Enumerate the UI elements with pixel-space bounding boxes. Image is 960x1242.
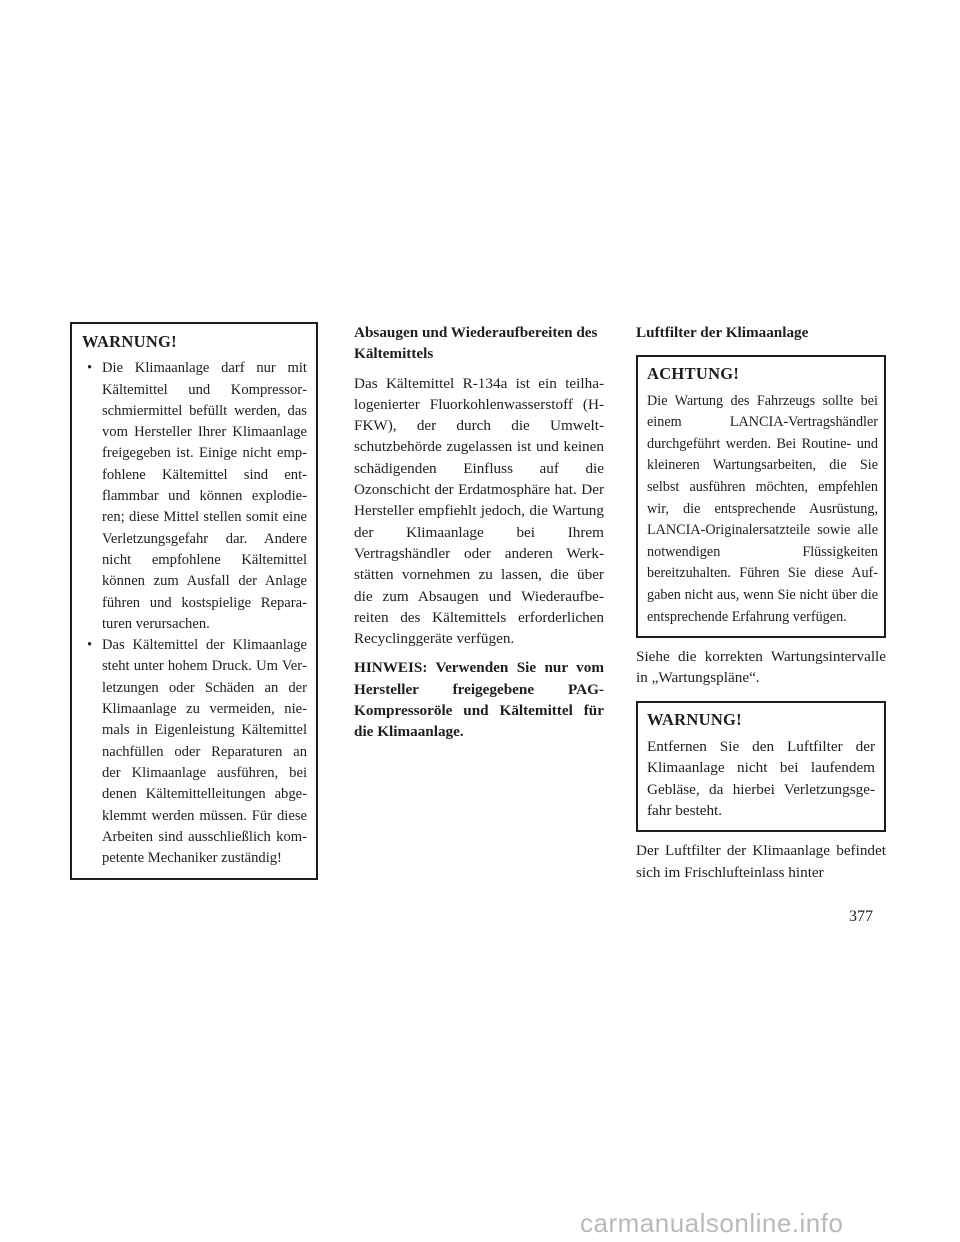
air-filter-location-paragraph: Der Luftfilter der Klimaanlage befindet sich im Frischlufteinlass hinter xyxy=(636,842,886,881)
warning-title: WARNUNG! xyxy=(647,709,742,729)
right-column xyxy=(636,322,886,883)
warning-box-refrigerant xyxy=(70,322,318,880)
section-heading-air-filter: Luftfilter der Klimaanlage xyxy=(636,324,809,341)
left-column xyxy=(70,322,318,880)
section-heading-refrigerant-recovery: Absaugen und Wiederaufbereiten des Kältemittels xyxy=(354,324,598,363)
page-number: 377 xyxy=(849,908,873,925)
warning-bullet-text: Das Kältemittel der Klimaanlage steht unter hohem Druck. Um Verletzungen oder Schäden an der Klimaanlage zu vermeiden, niemals in Eigenleistung Kältemittel nachfüllen oder Reparaturen an der Klimaanlage ausführen, bei denen Kältemittelleitungen abgeklemmt werden müssen. Für diese Arbeiten sind ausschließlich kompetente Mechaniker zuständig! xyxy=(102,637,307,867)
bullet-icon: • xyxy=(87,637,93,654)
warning-list xyxy=(82,358,307,869)
refrigerant-paragraph: Das Kältemittel R-134a ist ein teilhalogenierter Fluorkohlenwasserstoff (H-FKW), der durch die Umweltschutzbehörde zugelassen ist und keinen schädigenden Einfluss auf die Ozonschicht der Erdatmosphäre hat. Der Hersteller empfiehlt jedoch, die Wartung der Klimaanlage bei Ihrem Vertragshändler oder anderen Werkstätten vornehmen zu lassen, die über die zum Absaugen und Wiederaufbereiten des Kältemittels erforderlichen Recyclinggeräte verfügen. xyxy=(354,374,604,648)
warning-list-item xyxy=(82,358,307,635)
caution-box xyxy=(636,355,886,638)
warning-box-air-filter xyxy=(636,701,886,832)
warning-bullet-text: Die Klimaanlage darf nur mit Kältemittel und Kompressorschmiermittel befüllt werden, das vom Hersteller Ihrer Klimaanlage freigegeben ist. Einige nicht empfohlene Kältemittel sind entflammbar und können explodieren; diese Mittel stellen somit eine Verletzungsgefahr dar. Andere nicht empfohlene Kältemittel können zum Ausfall der Anlage führen und kostspielige Reparaturen verursachen. xyxy=(102,360,307,632)
warning-title: WARNUNG! xyxy=(82,332,177,351)
caution-text: Die Wartung des Fahrzeugs sollte bei einem LANCIA-Vertragshändler durchgeführt werden. Bei Routine- und kleineren Wartungsarbeiten, die Sie selbst ausführen möchten, empfehlen wir, die entsprechende Ausrüstung, LANCIA-Originalersatzteile sowie alle notwendigen Flüssigkeiten bereitzuhalten. Führen Sie diese Aufgaben nicht aus, wenn Sie nicht über die entsprechende Erfahrung verfügen. xyxy=(647,392,878,625)
note-paragraph: HINWEIS: Verwenden Sie nur vom Hersteller freigegebene PAG-Kompressoröle und Kältemittel für die Klimaanlage. xyxy=(354,659,604,741)
middle-column xyxy=(354,322,604,743)
bullet-icon: • xyxy=(87,360,93,377)
warning-text: Entfernen Sie den Luftfilter der Klimaanlage nicht bei laufendem Gebläse, da hierbei Verletzungsgefahr besteht. xyxy=(647,738,875,819)
maintenance-intervals-paragraph: Siehe die korrekten Wartungsintervalle in „Wartungspläne“. xyxy=(636,648,886,687)
warning-list-item xyxy=(82,635,307,869)
caution-title: ACHTUNG! xyxy=(647,364,740,384)
watermark: carmanualsonline.info xyxy=(580,1208,844,1238)
